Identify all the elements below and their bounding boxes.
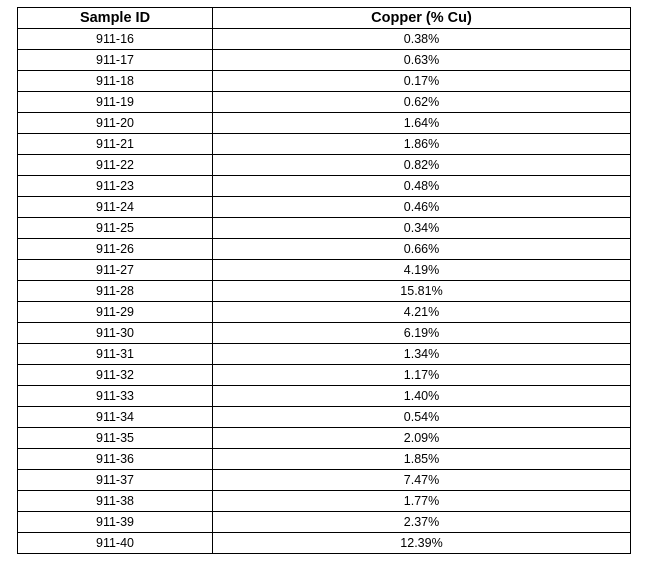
sample-id-cell: 911-37	[18, 470, 213, 491]
copper-value-cell: 1.40%	[213, 386, 631, 407]
table-row	[18, 449, 631, 470]
sample-id-cell: 911-20	[18, 113, 213, 134]
copper-value-cell: 1.34%	[213, 344, 631, 365]
copper-value-cell: 0.63%	[213, 50, 631, 71]
copper-value-cell: 12.39%	[213, 533, 631, 554]
copper-value-cell: 1.64%	[213, 113, 631, 134]
sample-id-cell: 911-19	[18, 92, 213, 113]
table-row	[18, 134, 631, 155]
table-row	[18, 155, 631, 176]
copper-value-cell: 0.48%	[213, 176, 631, 197]
table-row	[18, 218, 631, 239]
sample-id-cell: 911-33	[18, 386, 213, 407]
copper-value-cell: 0.46%	[213, 197, 631, 218]
sample-id-cell: 911-22	[18, 155, 213, 176]
table-row	[18, 29, 631, 50]
copper-value-cell: 0.62%	[213, 92, 631, 113]
copper-value-cell: 0.17%	[213, 71, 631, 92]
copper-value-cell: 7.47%	[213, 470, 631, 491]
sample-id-cell: 911-17	[18, 50, 213, 71]
sample-id-cell: 911-24	[18, 197, 213, 218]
sample-id-cell: 911-34	[18, 407, 213, 428]
table-row	[18, 491, 631, 512]
table-row	[18, 176, 631, 197]
copper-assay-table	[17, 7, 631, 554]
copper-value-cell: 4.21%	[213, 302, 631, 323]
table-row	[18, 281, 631, 302]
sample-id-cell: 911-31	[18, 344, 213, 365]
header-row	[18, 8, 631, 29]
sample-id-cell: 911-26	[18, 239, 213, 260]
table-row	[18, 50, 631, 71]
sample-id-cell: 911-32	[18, 365, 213, 386]
table-row	[18, 113, 631, 134]
header-copper: Copper (% Cu)	[213, 8, 631, 29]
copper-value-cell: 1.17%	[213, 365, 631, 386]
sample-id-cell: 911-30	[18, 323, 213, 344]
copper-value-cell: 1.85%	[213, 449, 631, 470]
copper-value-cell: 1.77%	[213, 491, 631, 512]
sample-id-cell: 911-23	[18, 176, 213, 197]
copper-value-cell: 0.38%	[213, 29, 631, 50]
sample-id-cell: 911-16	[18, 29, 213, 50]
sample-id-cell: 911-21	[18, 134, 213, 155]
sample-id-cell: 911-38	[18, 491, 213, 512]
table-row	[18, 197, 631, 218]
copper-value-cell: 2.37%	[213, 512, 631, 533]
table-row	[18, 323, 631, 344]
table-row	[18, 533, 631, 554]
copper-value-cell: 0.82%	[213, 155, 631, 176]
table-body	[18, 29, 631, 554]
table-row	[18, 71, 631, 92]
sample-id-cell: 911-28	[18, 281, 213, 302]
table-row	[18, 239, 631, 260]
table-row	[18, 512, 631, 533]
copper-value-cell: 0.54%	[213, 407, 631, 428]
sample-id-cell: 911-35	[18, 428, 213, 449]
sample-id-cell: 911-27	[18, 260, 213, 281]
copper-value-cell: 15.81%	[213, 281, 631, 302]
table-row	[18, 386, 631, 407]
copper-value-cell: 4.19%	[213, 260, 631, 281]
table-row	[18, 260, 631, 281]
copper-value-cell: 0.66%	[213, 239, 631, 260]
table-row	[18, 344, 631, 365]
copper-value-cell: 0.34%	[213, 218, 631, 239]
table-row	[18, 428, 631, 449]
table-row	[18, 407, 631, 428]
copper-value-cell: 2.09%	[213, 428, 631, 449]
table-row	[18, 365, 631, 386]
sample-id-cell: 911-25	[18, 218, 213, 239]
copper-value-cell: 1.86%	[213, 134, 631, 155]
header-sample-id: Sample ID	[18, 8, 213, 29]
copper-value-cell: 6.19%	[213, 323, 631, 344]
sample-id-cell: 911-36	[18, 449, 213, 470]
table-header	[18, 8, 631, 29]
sample-id-cell: 911-29	[18, 302, 213, 323]
sample-id-cell: 911-39	[18, 512, 213, 533]
sample-id-cell: 911-40	[18, 533, 213, 554]
table-row	[18, 302, 631, 323]
table-row	[18, 470, 631, 491]
table-row	[18, 92, 631, 113]
sample-id-cell: 911-18	[18, 71, 213, 92]
